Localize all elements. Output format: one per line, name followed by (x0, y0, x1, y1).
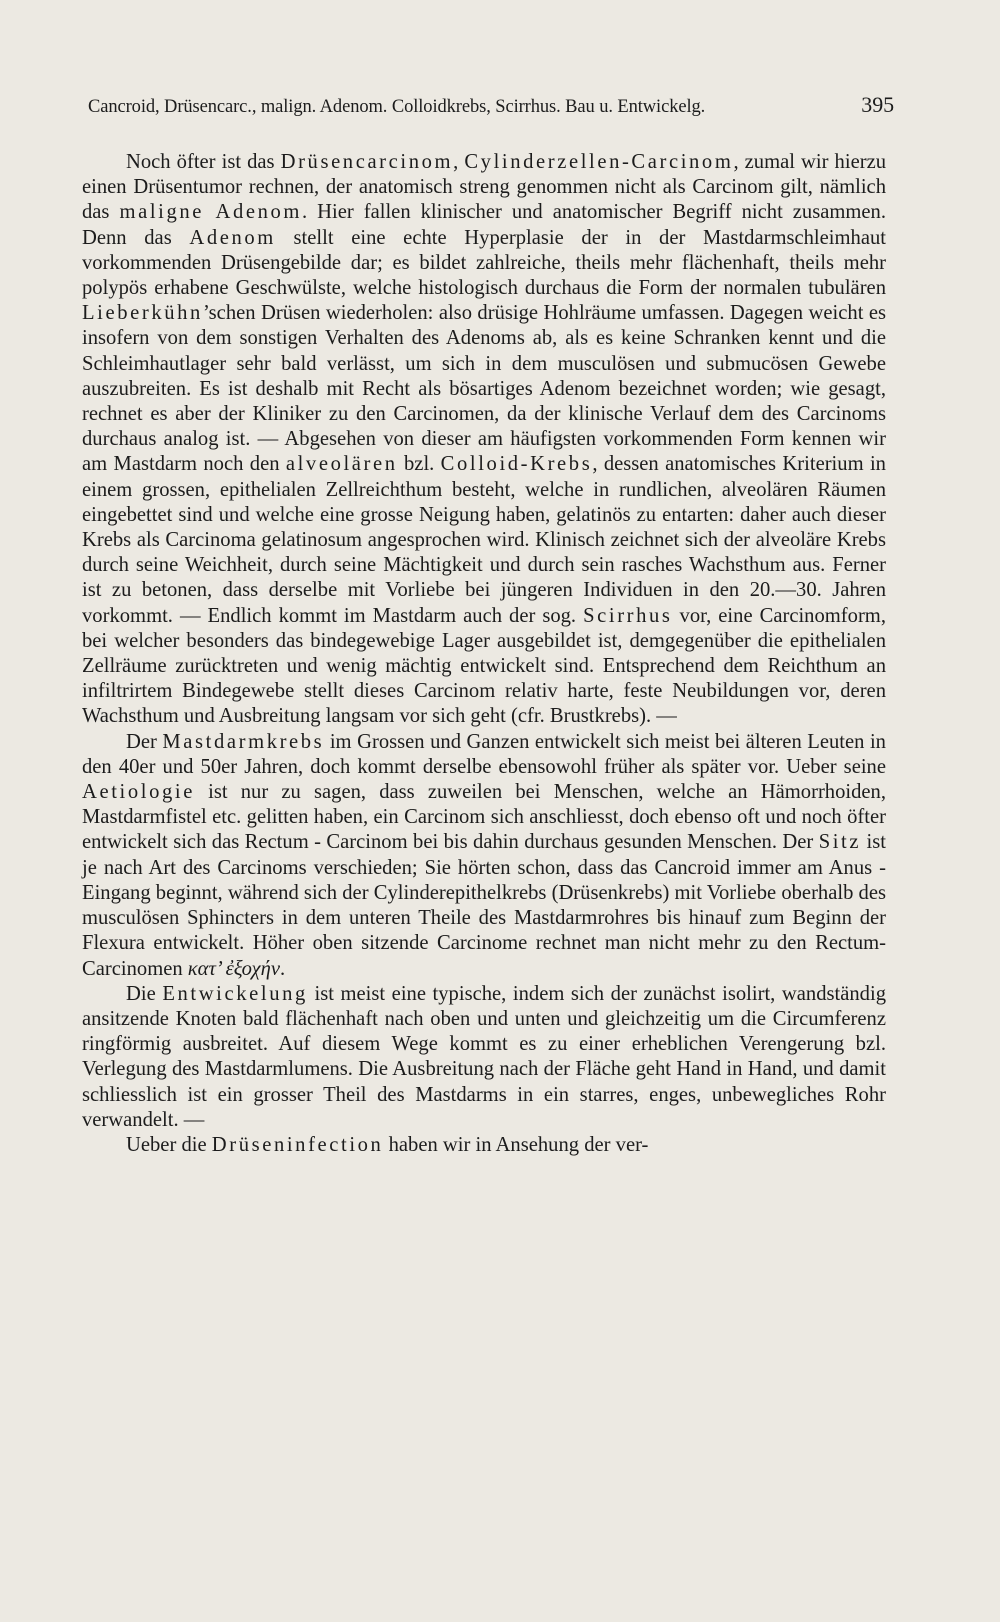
spaced-emphasis: alveolären (285, 453, 398, 476)
spaced-emphasis: Colloid-Krebs (440, 453, 593, 476)
text-run: Die (126, 982, 163, 1005)
spaced-emphasis: Entwickelung (162, 982, 308, 1005)
running-title: Cancroid, Drüsencarc., malign. Adenom. Colloidkrebs, Scirrhus. Bau u. Entwickelg. (88, 97, 706, 117)
spaced-emphasis: maligne Adenom (119, 201, 302, 224)
text-run: , zumal wir hierzu einen Drüsentumor rechnen, der anatomisch streng genommen nicht als Carcinom gilt, nämlich das (82, 151, 887, 224)
text-run: ist nur zu sagen, dass zuweilen bei Menschen, welche an Hämorrhoiden, Mastdarmfistel etc. gelitten haben, ein Carcinom sich anschliesst, doch ebenso oft und noch öfter entwickelt sich das Rectum - Carcinom bei bis dahin durchaus gesunden Menschen. Der (82, 781, 886, 854)
text-run: haben wir in Ansehung der ver- (383, 1133, 649, 1156)
greek-phrase: κατ’ ἐξοχήν (187, 957, 280, 980)
text-run: ist je nach Art des Carcinoms verschieden; Sie hörten schon, dass das Cancroid immer am Anus - Eingang beginnt, während sich der Cylinderepithelkrebs (Drüsenkrebs) mit Vorliebe oberhalb des musculösen Sphincters in dem unteren Theile des Mastdarmrohres bis hinauf zum Beginn der Flexura entwickelt. Höher oben sitzende Carcinome rechnet man nicht mehr zu den Rectum-Carcinomen (82, 831, 887, 980)
text-run: Der (126, 730, 163, 753)
text-run: ist meist eine typische, indem sich der zunächst isolirt, wandständig ansitzende Knoten bald flächenhaft nach oben und unten und gleichzeitig um die Circumferenz ringförmig ausbreitet. Auf diesem Wege kommt es zu einer erheblichen Verengerung bzl. Verlegung des Mastdarmlumens. Die Ausbreitung nach der Fläche geht Hand in Hand, und damit schliesslich ist ein grosser Theil des Mastdarms in ein starres, enges, unbewegliches Rohr verwandelt. — (82, 982, 886, 1131)
text-run: Ueber die (126, 1133, 212, 1156)
paragraph (82, 982, 886, 1133)
spaced-emphasis: Lieberkühn (82, 302, 203, 325)
spaced-emphasis: Aetiologie (82, 781, 195, 804)
text-run: vor, eine Carcinomform, bei welcher besonders das bindegewebige Lager ausgebildet ist, demgegenüber die epithelialen Zellräume zurücktreten und wenig mächtig entwickelt sind. Entsprechend dem Reichthum an infiltrirtem Bindegewebe stellt dieses Carcinom relativ harte, feste Neubildungen vor, deren Wachsthum und Ausbreitung langsam vor sich geht (cfr. Brustkrebs). — (82, 604, 886, 728)
spaced-emphasis: Cylinderzellen-Carcinom (464, 151, 734, 173)
text-run: ’schen Drüsen wiederholen: also drüsige Hohlräume umfassen. Dagegen weicht es insofern von dem sonstigen Verhalten des Adenoms ab, als es keine Schranken kennt und die Schleimhautlager sehr bald verlässt, um sich in dem musculösen und submucösen Gewebe auszubreiten. Es ist deshalb mit Recht als bösartiges Adenom bezeichnet worden; wie gesagt, rechnet es aber der Kliniker zu den Carcinomen, da der klinische Verlauf dem des Carcinoms durchaus analog ist. — Abgesehen von dieser am häufigsten vorkommenden Form kennen wir am Mastdarm noch den (82, 302, 886, 476)
spaced-emphasis: Scirrhus (583, 604, 673, 627)
text-run: Noch öfter ist das (126, 151, 281, 173)
text-run: . Hier fallen klinischer und anatomischer Begriff nicht zusammen. Denn das (82, 201, 887, 249)
spaced-emphasis: Mastdarmkrebs (162, 730, 325, 753)
text-run: . (279, 957, 286, 980)
running-head (88, 92, 894, 118)
body-text (82, 150, 886, 1158)
text-run: stellt eine echte Hyperplasie der in der Mastdarmschleimhaut vorkommenden Drüsengebilde dar; es bildet zahlreiche, theils mehr flächenhaft, theils mehr polypös erhabene Geschwülste, welche histologisch durchaus die Form der normalen tubulären (82, 226, 886, 300)
text-run: , (453, 151, 465, 173)
paragraph (82, 1133, 886, 1158)
page-number: 395 (861, 92, 894, 117)
spaced-emphasis: Drüsencarcinom (280, 151, 454, 173)
text-run: im Grossen und Ganzen entwickelt sich meist bei älteren Leuten in den 40er und 50er Jahren, doch kommt derselbe ebensowohl früher als später vor. Ueber seine (82, 730, 886, 778)
spaced-emphasis: Drüseninfection (211, 1133, 384, 1156)
text-run: bzl. (397, 453, 441, 476)
text-run: , dessen anatomisches Kriterium in einem grossen, epithelialen Zellreichthum besteht, welche in rundlichen, alveolären Räumen eingebettet sind und welche eine grosse Neigung haben, gelatinös zu entarten: daher auch dieser Krebs als Carcinoma gelatinosum angesprochen wird. Klinisch zeichnet sich der alveoläre Krebs durch seine Weichheit, durch seine Mächtigkeit und durch sein rasches Wachsthum aus. Ferner ist zu betonen, dass derselbe mit Vorliebe bei jüngeren Individuen in den 20.—30. Jahren vorkommt. — Endlich kommt im Mastdarm auch der sog. (82, 453, 886, 627)
paragraph (82, 730, 886, 982)
spaced-emphasis: Sitz (818, 831, 862, 854)
spaced-emphasis: Adenom (189, 226, 276, 249)
paragraph (82, 150, 886, 730)
